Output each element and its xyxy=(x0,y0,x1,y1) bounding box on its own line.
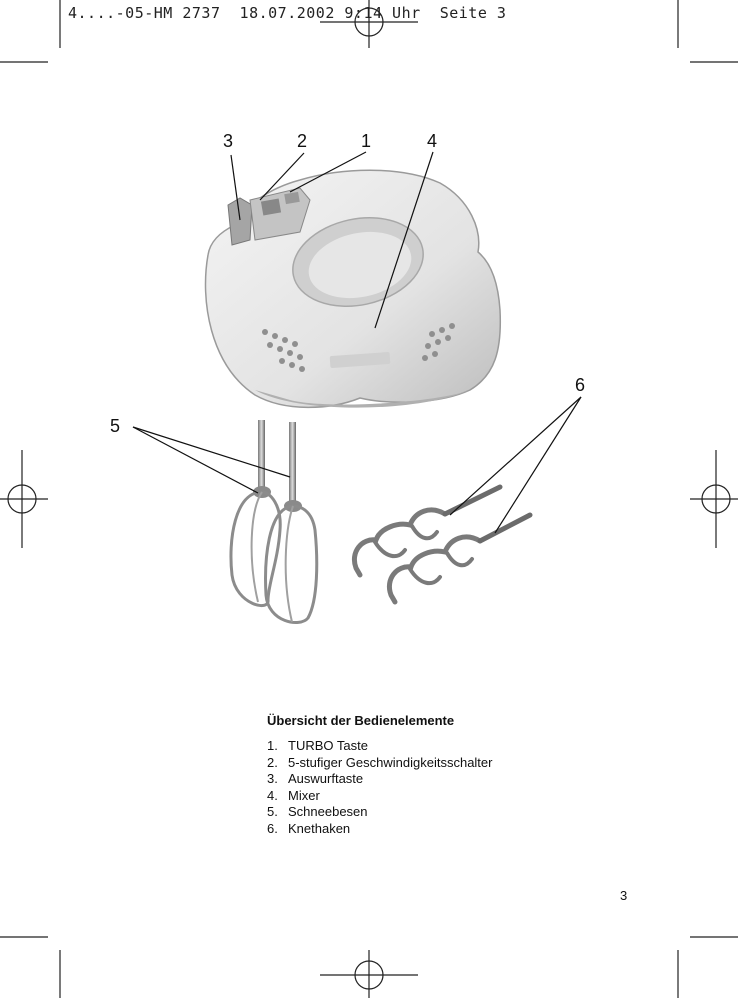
list-item xyxy=(267,821,587,838)
item-number: 5. xyxy=(267,804,278,820)
item-number: 4. xyxy=(267,787,278,803)
legend-list xyxy=(267,738,587,838)
item-label: Auswurftaste xyxy=(288,771,364,787)
item-label: Mixer xyxy=(288,787,320,803)
item-label: TURBO Taste xyxy=(288,738,368,753)
registration-mark-top xyxy=(320,0,418,48)
item-number: 2. xyxy=(267,754,278,770)
controls-legend xyxy=(267,713,587,838)
callout-3: 3 xyxy=(223,131,234,151)
item-label: Schneebesen xyxy=(288,804,368,820)
registration-mark-bottom xyxy=(320,950,418,998)
item-number: 1. xyxy=(267,738,278,753)
registration-mark-left xyxy=(0,450,48,548)
print-header: 4....-05-HM 2737 18.07.2002 9:14 Uhr Seite 3 xyxy=(68,4,507,22)
list-item xyxy=(267,804,587,821)
page-number: 3 xyxy=(620,888,628,903)
list-item xyxy=(267,738,587,755)
dough-hooks-illustration xyxy=(354,487,530,602)
registration-mark-right xyxy=(690,450,738,548)
callout-1: 1 xyxy=(361,131,372,151)
list-item xyxy=(267,771,587,788)
callout-2: 2 xyxy=(297,131,308,151)
callout-5: 5 xyxy=(110,416,121,436)
item-label: Knethaken xyxy=(288,820,351,836)
item-label: 5-stufiger Geschwindigkeitsschalter xyxy=(288,754,493,770)
callout-6: 6 xyxy=(575,375,586,395)
legend-title: Übersicht der Bedienelemente xyxy=(267,713,455,728)
list-item xyxy=(267,788,587,805)
list-item xyxy=(267,755,587,772)
item-number: 6. xyxy=(267,820,278,836)
item-number: 3. xyxy=(267,771,278,787)
callout-4: 4 xyxy=(427,131,438,151)
